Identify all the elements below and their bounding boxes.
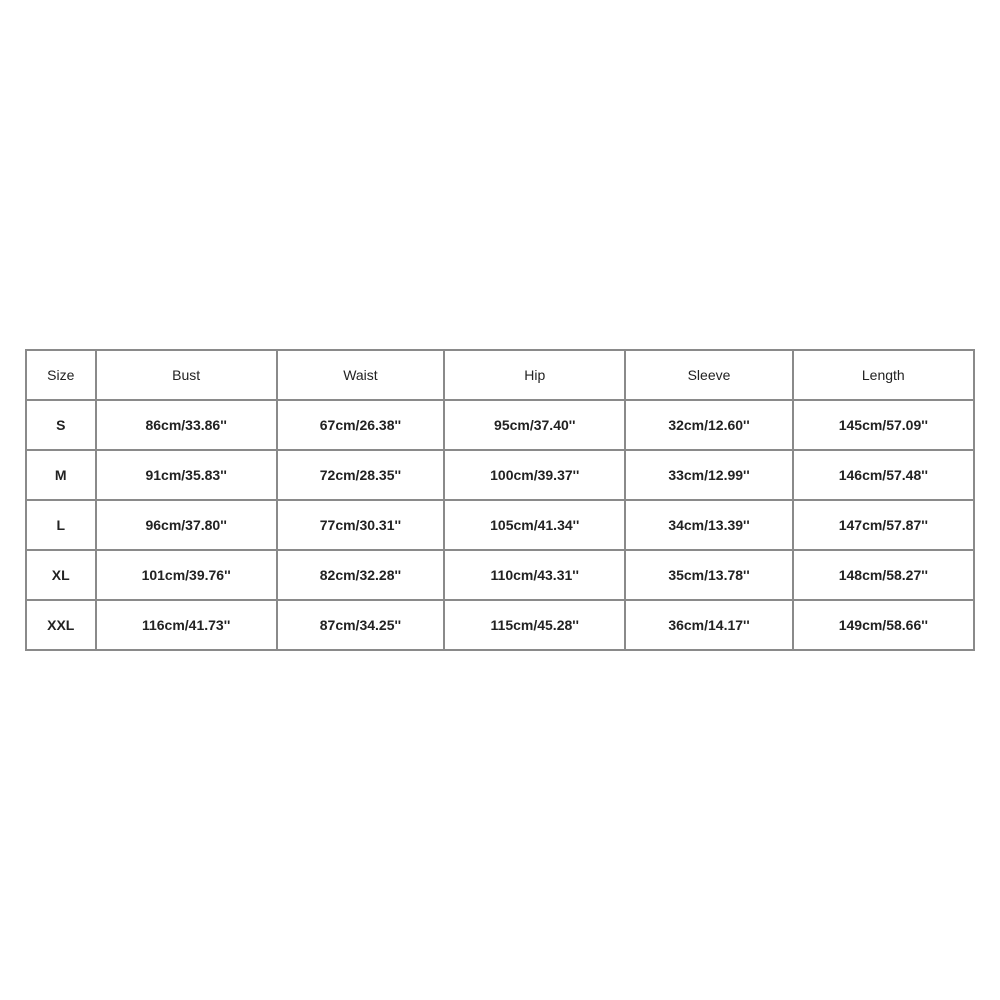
waist-cell: 72cm/28.35''	[277, 450, 444, 500]
waist-cell: 77cm/30.31''	[277, 500, 444, 550]
bust-cell: 101cm/39.76''	[96, 550, 277, 600]
hip-cell: 110cm/43.31''	[444, 550, 625, 600]
length-cell: 149cm/58.66''	[793, 600, 974, 650]
length-cell: 148cm/58.27''	[793, 550, 974, 600]
bust-cell: 116cm/41.73''	[96, 600, 277, 650]
sleeve-cell: 32cm/12.60''	[625, 400, 792, 450]
sleeve-cell: 33cm/12.99''	[625, 450, 792, 500]
header-cell-hip: Hip	[444, 350, 625, 400]
size-cell: L	[26, 500, 96, 550]
waist-cell: 82cm/32.28''	[277, 550, 444, 600]
table-row	[26, 550, 974, 600]
length-cell: 146cm/57.48''	[793, 450, 974, 500]
length-cell: 145cm/57.09''	[793, 400, 974, 450]
size-cell: XXL	[26, 600, 96, 650]
header-cell-bust: Bust	[96, 350, 277, 400]
header-cell-sleeve: Sleeve	[625, 350, 792, 400]
size-cell: S	[26, 400, 96, 450]
hip-cell: 115cm/45.28''	[444, 600, 625, 650]
waist-cell: 87cm/34.25''	[277, 600, 444, 650]
waist-cell: 67cm/26.38''	[277, 400, 444, 450]
table-row	[26, 600, 974, 650]
header-cell-waist: Waist	[277, 350, 444, 400]
size-cell: XL	[26, 550, 96, 600]
hip-cell: 95cm/37.40''	[444, 400, 625, 450]
header-cell-size: Size	[26, 350, 96, 400]
hip-cell: 105cm/41.34''	[444, 500, 625, 550]
table-row	[26, 500, 974, 550]
table-row	[26, 450, 974, 500]
sleeve-cell: 35cm/13.78''	[625, 550, 792, 600]
table-row	[26, 400, 974, 450]
sleeve-cell: 34cm/13.39''	[625, 500, 792, 550]
bust-cell: 91cm/35.83''	[96, 450, 277, 500]
length-cell: 147cm/57.87''	[793, 500, 974, 550]
header-cell-length: Length	[793, 350, 974, 400]
size-chart-table	[25, 349, 975, 651]
header-row	[26, 350, 974, 400]
size-cell: M	[26, 450, 96, 500]
sleeve-cell: 36cm/14.17''	[625, 600, 792, 650]
hip-cell: 100cm/39.37''	[444, 450, 625, 500]
bust-cell: 86cm/33.86''	[96, 400, 277, 450]
bust-cell: 96cm/37.80''	[96, 500, 277, 550]
